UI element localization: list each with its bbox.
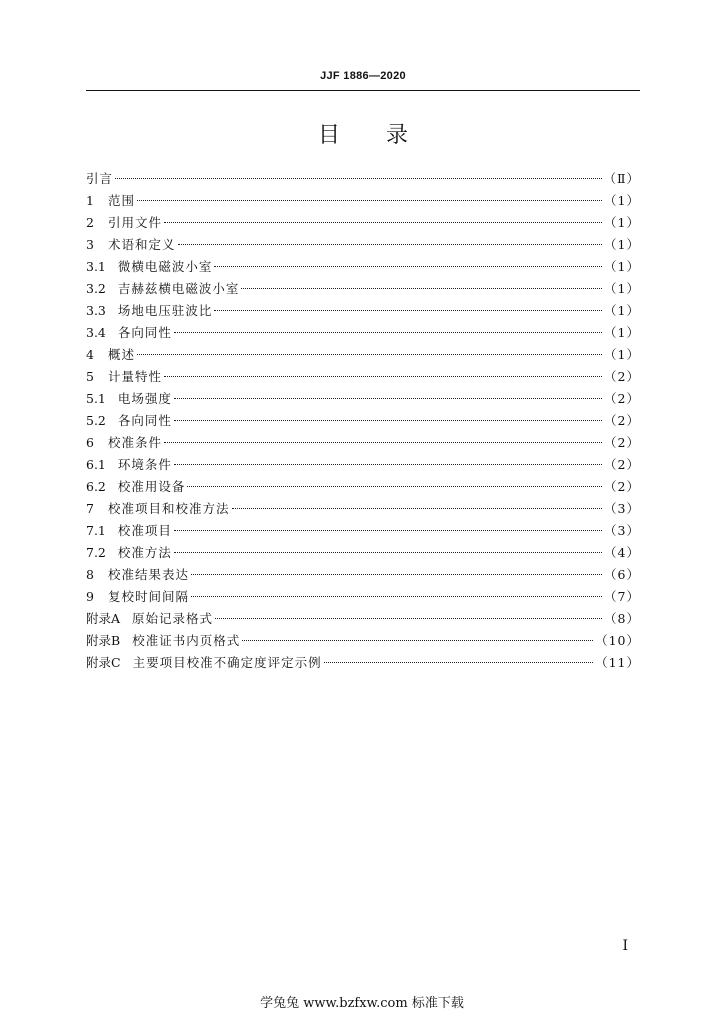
toc-entry-page: （3） (604, 501, 640, 516)
toc-entry-label: 电场强度 (117, 391, 172, 406)
toc-entry-page: （2） (604, 457, 640, 472)
toc-entry-page: （4） (604, 545, 640, 560)
toc-entry-page: （1） (604, 303, 640, 318)
toc-entry-number: 4 (86, 347, 94, 362)
toc-entry-number: 6.2 (86, 479, 106, 494)
toc-entry[interactable] (86, 212, 640, 234)
toc-entry-number: 5.2 (86, 413, 106, 428)
toc-entry-page: （1） (604, 215, 640, 230)
toc-entry-label: 引言 (86, 171, 114, 186)
toc-entry[interactable] (86, 520, 640, 542)
toc-leader-dots (232, 508, 603, 509)
toc-leader-dots (215, 618, 602, 619)
toc-leader-dots (174, 420, 602, 421)
toc-entry-page: （8） (604, 611, 640, 626)
toc-entry-page: （1） (604, 259, 640, 274)
toc-leader-dots (241, 288, 602, 289)
toc-entry-page: （1） (604, 193, 640, 208)
toc-entry-number: 9 (86, 589, 94, 604)
toc-entry-number: 6 (86, 435, 94, 450)
toc-entry-label: 吉赫兹横电磁波小室 (117, 281, 240, 296)
toc-entry-label: 校准证书内页格式 (132, 633, 241, 648)
toc-entry-number: 3.3 (86, 303, 106, 318)
toc-leader-dots (164, 222, 602, 223)
toc-entry-number: 附录B (86, 633, 121, 648)
toc-entry-page: （7） (604, 589, 640, 604)
toc-leader-dots (214, 266, 602, 267)
toc-entry-label: 校准用设备 (117, 479, 186, 494)
toc-entry-number: 3 (86, 237, 94, 252)
toc-entry-page: （2） (604, 391, 640, 406)
toc-entry-number: 3.2 (86, 281, 106, 296)
toc-entry-number: 8 (86, 567, 94, 582)
toc-entry-number: 7.2 (86, 545, 106, 560)
toc-leader-dots (242, 640, 593, 641)
footer-watermark: 学兔兔 www.bzfxw.com 标准下载 (260, 996, 464, 1011)
toc-entry-label: 校准项目 (117, 523, 172, 538)
toc-entry-label: 术语和定义 (108, 237, 176, 252)
toc-entry-page: （2） (604, 369, 640, 384)
toc-leader-dots (191, 596, 602, 597)
toc-entry-page: （1） (604, 325, 640, 340)
toc-leader-dots (191, 574, 602, 575)
toc-entry-label: 范围 (108, 193, 136, 208)
toc-entry-number: 3.1 (86, 259, 106, 274)
toc-entry[interactable] (86, 278, 640, 300)
header-divider (86, 90, 640, 91)
toc-entry[interactable] (86, 234, 640, 256)
toc-entry-page: （6） (604, 567, 640, 582)
toc-entry-label: 场地电压驻波比 (117, 303, 213, 318)
toc-entry-label: 微横电磁波小室 (117, 259, 213, 274)
toc-entry-label: 校准方法 (117, 545, 172, 560)
toc-entry[interactable] (86, 410, 640, 432)
toc-entry-label: 各向同性 (117, 413, 172, 428)
toc-entry-number: 5 (86, 369, 94, 384)
toc-entry-number: 2 (86, 215, 94, 230)
toc-entry-page: （10） (595, 633, 640, 648)
toc-entry-number: 7.1 (86, 523, 106, 538)
toc-entry[interactable] (86, 630, 640, 652)
toc-entry-label: 校准结果表达 (108, 567, 190, 582)
toc-entry[interactable] (86, 366, 640, 388)
toc-leader-dots (137, 200, 602, 201)
toc-entry-number: 7 (86, 501, 94, 516)
toc-entry-label: 环境条件 (117, 457, 172, 472)
toc-entry-number: 附录A (86, 611, 121, 626)
toc-entry-page: （11） (595, 655, 640, 670)
toc-leader-dots (174, 530, 602, 531)
toc-entry-page: （2） (604, 413, 640, 428)
toc-entry[interactable] (86, 432, 640, 454)
toc-entry-label: 计量特性 (108, 369, 163, 384)
toc-leader-dots (174, 464, 602, 465)
toc-entry-label: 引用文件 (108, 215, 163, 230)
toc-entry-number: 1 (86, 193, 94, 208)
toc-leader-dots (174, 398, 602, 399)
table-of-contents (86, 168, 640, 674)
toc-entry[interactable] (86, 388, 640, 410)
toc-entry-label: 各向同性 (117, 325, 172, 340)
toc-entry-label: 复校时间间隔 (108, 589, 190, 604)
toc-leader-dots (187, 486, 602, 487)
page-title: 目录 (317, 123, 454, 148)
toc-leader-dots (115, 178, 601, 179)
toc-entry[interactable] (86, 168, 640, 190)
toc-entry-number: 6.1 (86, 457, 106, 472)
toc-leader-dots (178, 244, 603, 245)
toc-entry[interactable] (86, 344, 640, 366)
toc-entry-number: 附录C (86, 655, 121, 670)
toc-leader-dots (324, 662, 594, 663)
toc-entry[interactable] (86, 476, 640, 498)
toc-entry[interactable] (86, 586, 640, 608)
toc-entry[interactable] (86, 190, 640, 212)
toc-entry-page: （Ⅱ） (603, 171, 640, 186)
toc-leader-dots (174, 552, 602, 553)
toc-leader-dots (164, 442, 602, 443)
toc-leader-dots (137, 354, 602, 355)
toc-leader-dots (174, 332, 602, 333)
standard-code-header: JJF 1886—2020 (320, 70, 406, 82)
toc-entry-page: （3） (604, 523, 640, 538)
toc-entry[interactable] (86, 542, 640, 564)
toc-entry-page: （2） (604, 435, 640, 450)
toc-entry[interactable] (86, 564, 640, 586)
toc-entry[interactable] (86, 454, 640, 476)
toc-entry-page: （1） (604, 281, 640, 296)
toc-entry-label: 主要项目校准不确定度评定示例 (132, 655, 322, 670)
toc-entry-label: 原始记录格式 (132, 611, 214, 626)
toc-entry[interactable] (86, 608, 640, 630)
toc-leader-dots (164, 376, 602, 377)
toc-entry[interactable] (86, 322, 640, 344)
toc-entry-number: 3.4 (86, 325, 106, 340)
toc-entry[interactable] (86, 300, 640, 322)
toc-entry-page: （2） (604, 479, 640, 494)
toc-entry-number: 5.1 (86, 391, 106, 406)
toc-entry[interactable] (86, 256, 640, 278)
toc-entry-label: 校准项目和校准方法 (108, 501, 230, 516)
toc-entry[interactable] (86, 652, 640, 674)
toc-entry-page: （1） (604, 347, 640, 362)
toc-entry-page: （1） (604, 237, 640, 252)
toc-entry-label: 校准条件 (108, 435, 163, 450)
toc-entry-label: 概述 (108, 347, 136, 362)
toc-entry[interactable] (86, 498, 640, 520)
page-number: I (622, 938, 628, 954)
toc-leader-dots (214, 310, 602, 311)
